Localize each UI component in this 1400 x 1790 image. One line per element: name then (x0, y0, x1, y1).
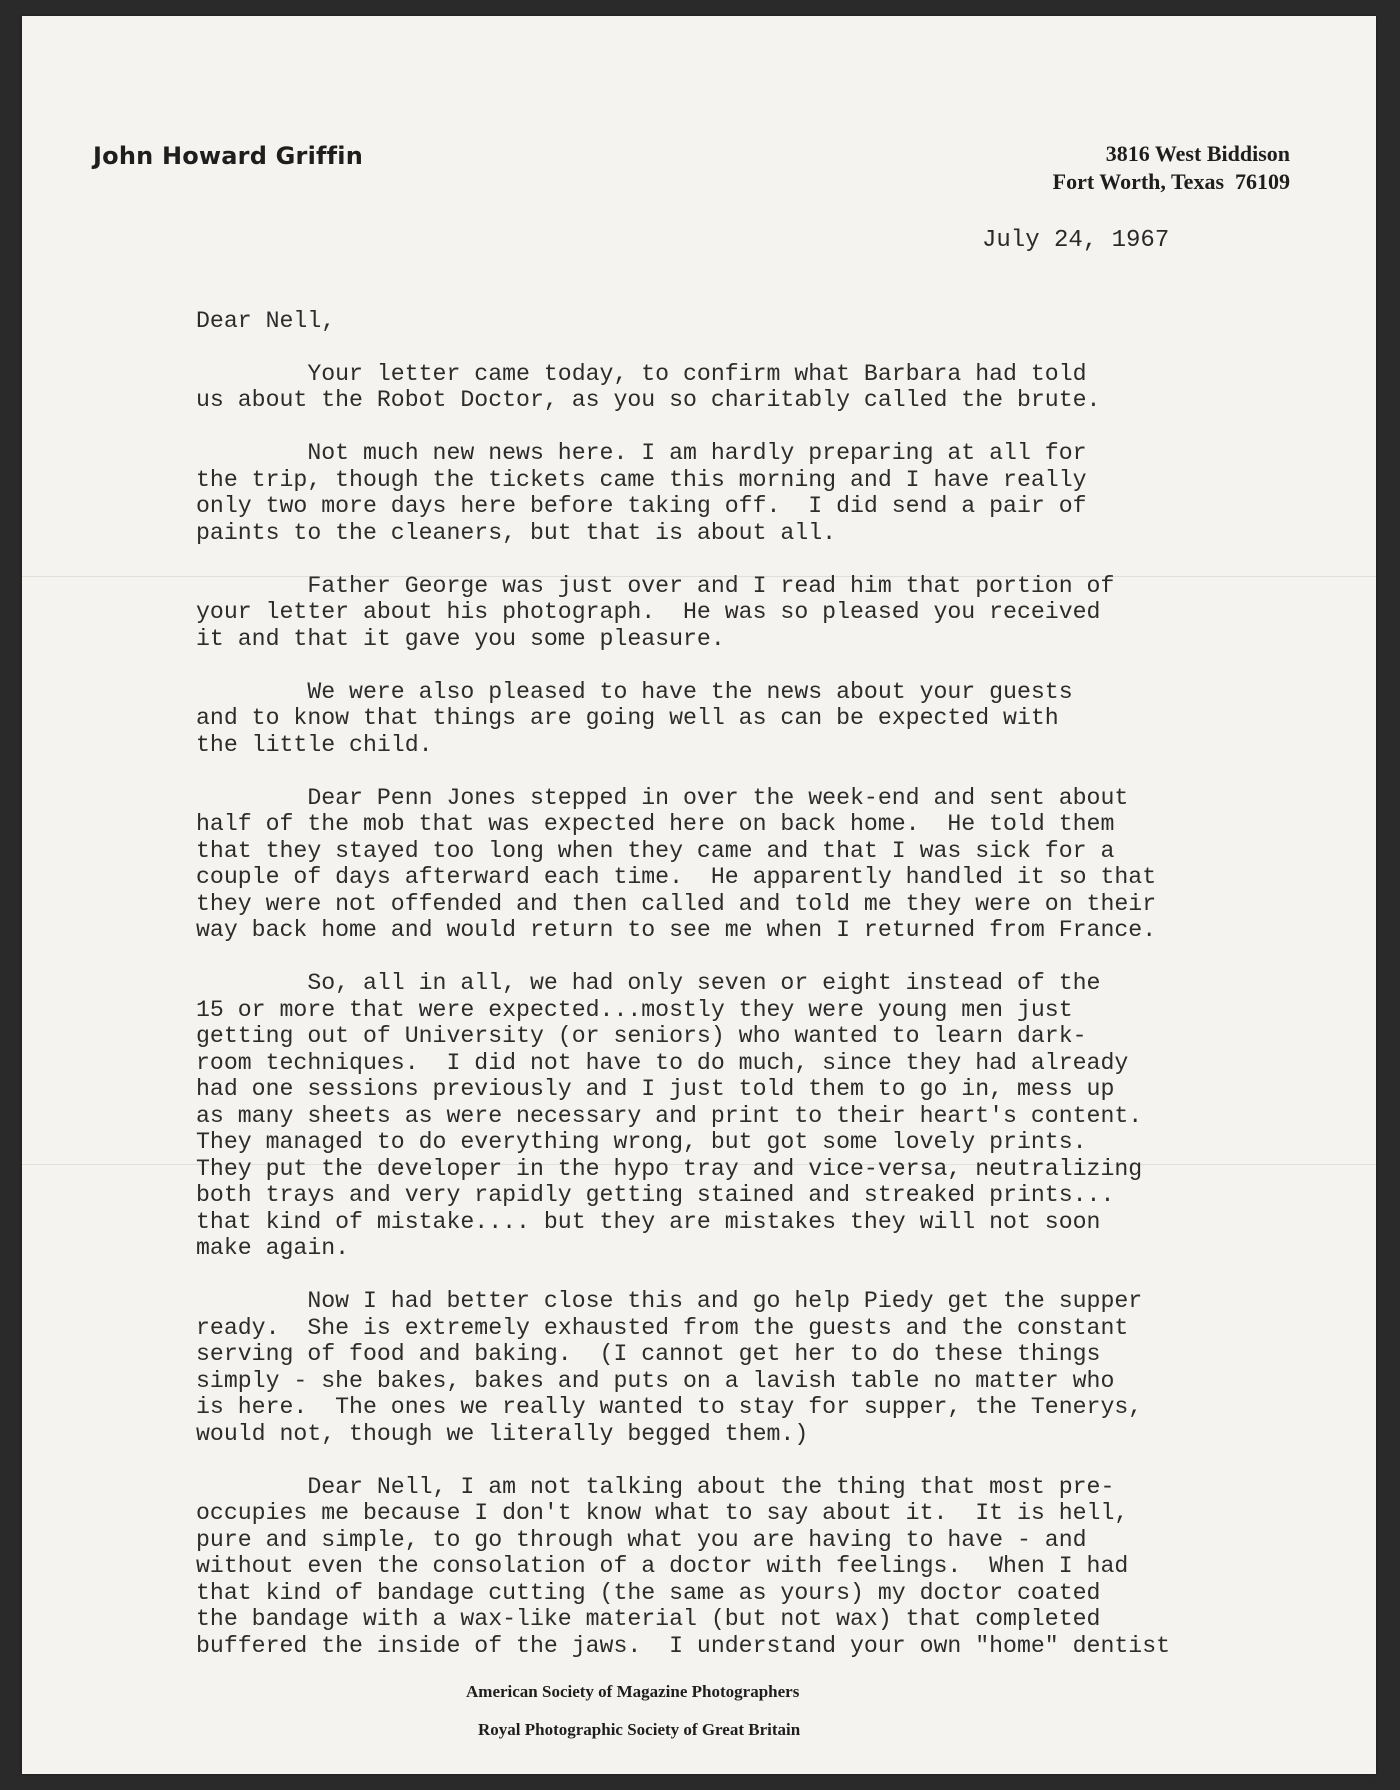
letter-page (22, 16, 1376, 1774)
text-line: that kind of mistake.... but they are mistakes they will not soon (196, 1208, 1101, 1235)
paragraph (196, 785, 1170, 944)
text-line: buffered the inside of the jaws. I understand your own "home" dentist (196, 1632, 1171, 1659)
text-line: both trays and very rapidly getting stained and streaked prints... (196, 1182, 1115, 1208)
body-paragraphs (196, 361, 1170, 1660)
text-line: Not much new news here. I am hardly preparing at all for (196, 440, 1087, 466)
text-line: half of the mob that was expected here on back home. He told them (196, 811, 1115, 837)
paragraph (196, 440, 1170, 546)
text-line: your letter about his photograph. He was so pleased you received (196, 599, 1101, 625)
text-line: the bandage with a wax-like material (but not wax) that completed (196, 1606, 1101, 1632)
text-line: room techniques. I did not have to do much, since they had already (196, 1049, 1129, 1076)
footer-affiliation-asmp: American Society of Magazine Photographers (466, 1682, 800, 1701)
paragraph (196, 679, 1170, 759)
text-line: Dear Nell, I am not talking about the thing that most pre- (196, 1473, 1115, 1500)
text-line: that they stayed too long when they came and that I was sick for a (196, 837, 1115, 864)
text-line: paints to the cleaners, but that is about all. (196, 519, 837, 546)
letterhead-name: John Howard Griffin (93, 142, 364, 170)
text-line: is here. The ones we really wanted to stay for supper, the Tenerys, (196, 1394, 1143, 1420)
paragraph (196, 1474, 1170, 1660)
text-line: 15 or more that were expected...mostly they were young men just (196, 996, 1073, 1023)
text-line: without even the consolation of a doctor with feelings. When I had (196, 1553, 1129, 1579)
text-line: Father George was just over and I read him that portion of (196, 572, 1115, 599)
text-line: Dear Penn Jones stepped in over the week-end and sent about (196, 784, 1129, 811)
text-line: it and that it gave you some pleasure. (196, 625, 725, 652)
text-line: serving of food and baking. (I cannot get her to do these things (196, 1341, 1101, 1367)
text-line: way back home and would return to see me when I returned from France. (196, 917, 1157, 943)
text-line: They managed to do everything wrong, but got some lovely prints. (196, 1129, 1087, 1155)
paragraph (196, 361, 1170, 414)
paragraph (196, 1288, 1170, 1447)
address-street: 3816 West Biddison (1105, 141, 1290, 166)
text-line: simply - she bakes, bakes and puts on a lavish table no matter who (196, 1367, 1115, 1394)
salutation: Dear Nell, (196, 308, 336, 334)
paragraph (196, 970, 1170, 1262)
letter-date: July 24, 1967 (982, 227, 1170, 254)
text-line: They put the developer in the hypo tray and vice-versa, neutralizing (196, 1155, 1143, 1182)
text-line: the trip, though the tickets came this morning and I have really (196, 466, 1087, 493)
text-line: the little child. (196, 731, 433, 758)
text-line: and to know that things are going well as can be expected with (196, 705, 1059, 731)
paragraph (196, 573, 1170, 653)
text-line: that kind of bandage cutting (the same as yours) my doctor coated (196, 1579, 1101, 1606)
footer-affiliation-rps: Royal Photographic Society of Great Britain (478, 1720, 801, 1739)
address-city: Fort Worth, Texas 76109 (1052, 169, 1290, 194)
text-line: couple of days afterward each time. He apparently handled it so that (196, 864, 1157, 890)
text-line: pure and simple, to go through what you are having to have - and (196, 1526, 1087, 1553)
text-line: occupies me because I don't know what to say about it. It is hell, (196, 1500, 1129, 1526)
text-line: Your letter came today, to confirm what Barbara had told (196, 360, 1087, 387)
text-line: us about the Robot Doctor, as you so charitably called the brute. (196, 387, 1101, 413)
text-line: had one sessions previously and I just told them to go in, mess up (196, 1076, 1115, 1102)
text-line: getting out of University (or seniors) who wanted to learn dark- (196, 1023, 1087, 1049)
letterhead-address (1053, 140, 1290, 196)
text-line: would not, though we literally begged them.) (196, 1420, 809, 1447)
letter-body (196, 308, 1170, 1686)
text-line: only two more days here before taking off. I did send a pair of (196, 493, 1087, 519)
text-line: ready. She is extremely exhausted from the guests and the constant (196, 1314, 1129, 1341)
text-line: So, all in all, we had only seven or eight instead of the (196, 970, 1101, 996)
text-line: Now I had better close this and go help Piedy get the supper (196, 1288, 1143, 1314)
text-line: make again. (196, 1235, 350, 1261)
text-line: We were also pleased to have the news about your guests (196, 678, 1073, 705)
text-line: they were not offended and then called and told me they were on their (196, 890, 1157, 917)
text-line: as many sheets as were necessary and print to their heart's content. (196, 1102, 1143, 1129)
